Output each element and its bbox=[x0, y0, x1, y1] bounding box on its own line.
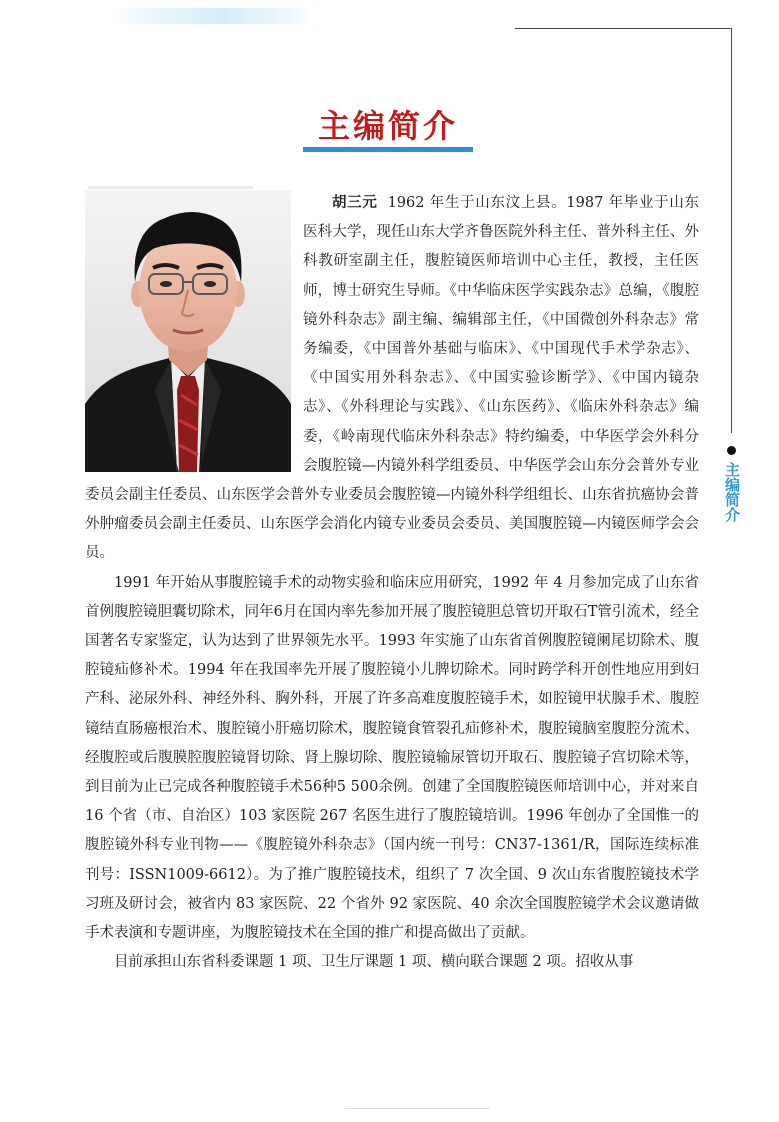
author-name: 胡三元 bbox=[332, 195, 378, 211]
top-decorative-band bbox=[110, 8, 315, 24]
paragraph-current: 目前承担山东省科委课题 1 项、卫生厅课题 1 项、横向联合课题 2 项。招收从事 bbox=[114, 954, 634, 971]
side-tab-label: 主编简介 bbox=[723, 462, 741, 522]
paragraph-career: 1991 年开始从事腹腔镜手术的动物实验和临床应用研究，1992 年 4 月参加完成了山东省首例腹腔镜胆囊切除术，同年6月在国内率先参加开展了腹腔镜胆总管切开取石T管引流术，经全国著名专家鉴定，认为达到了世界领先水平。1993 年实施了山东省首例腹腔镜阑尾切除术、腹腔镜疝修补术。1994 年在我国率先开展了腹腔镜小儿脾切除术。同时跨学科开创性地应用到妇产科、泌尿外科、神经外科、胸外科，开展了许多高难度腹腔镜手术，如腔镜甲状腺手术、腹腔镜结直肠癌根治术、腹腔镜小肝癌切除术，腹腔镜食管裂孔疝修补术，腹腔镜脑室腹腔分流术、经腹腔或后腹膜腔腹腔镜肾切除、肾上腺切除、腹腔镜输尿管切开取石、腹腔镜子宫切除术等，到目前为止已完成各种腹腔镜手术56种5 500余例。创建了全国腹腔镜医师培训中心，并对来自 16 个省（市、自治区）103 家医院 267 名医生进行了腹腔镜培训。1996 年创办了全国惟一的腹腔镜外科专业刊物——《腹腔镜外科杂志》（国内统一刊号：CN37-1361/R，国际连续标准刊号：ISSN1009-6612）。为了推广腹腔镜技术，组织了 7 次全国、9 次山东省腹腔镜技术学习班及研讨会，被省内 83 家医院、22 个省外 92 家医院、40 余次全国腹腔镜学术会议邀请做手术表演和专题讲座，为腹腔镜技术在全国的推广和提高做出了贡献。 bbox=[85, 574, 699, 942]
frame-line-right bbox=[731, 28, 732, 433]
page-title: 主编简介 bbox=[317, 107, 458, 145]
title-underline bbox=[303, 147, 473, 152]
bottom-scan-mark bbox=[345, 1108, 490, 1109]
portrait-spacer bbox=[85, 189, 303, 481]
biography-text bbox=[85, 189, 699, 977]
side-tab-bullet bbox=[727, 446, 736, 455]
paragraph-bio-text: 1962 年生于山东汶上县。1987 年毕业于山东医科大学，现任山东大学齐鲁医院外科主任、普外科主任、外科教研室副主任，腹腔镜医师培训中心主任，教授，主任医师，博士研究生导师。《中华临床医学实践杂志》总编，《腹腔镜外科杂志》副主编、编辑部主任，《中国微创外科杂志》常务编委，《中国普外基础与临床》、《中国现代手术学杂志》、《中国实用外科杂志》、《中国实验诊断学》、《中国内镜杂志》、《外科理论与实践》、《山东医药》、《临床外科杂志》编委，《岭南现代临床外科杂志》特约编委，中华医学会外科分会腹腔镜—内镜外科学组委员、中华医学会山东分会普外专业委员会副主任委员、山东医学会普外专业委员会腹腔镜—内镜外科学组组长、山东省抗癌协会普外肿瘤委员会副主任委员、山东医学会消化内镜专业委员会委员、美国腹腔镜—内镜医师学会会员。 bbox=[85, 195, 700, 562]
frame-line-top bbox=[515, 28, 731, 29]
